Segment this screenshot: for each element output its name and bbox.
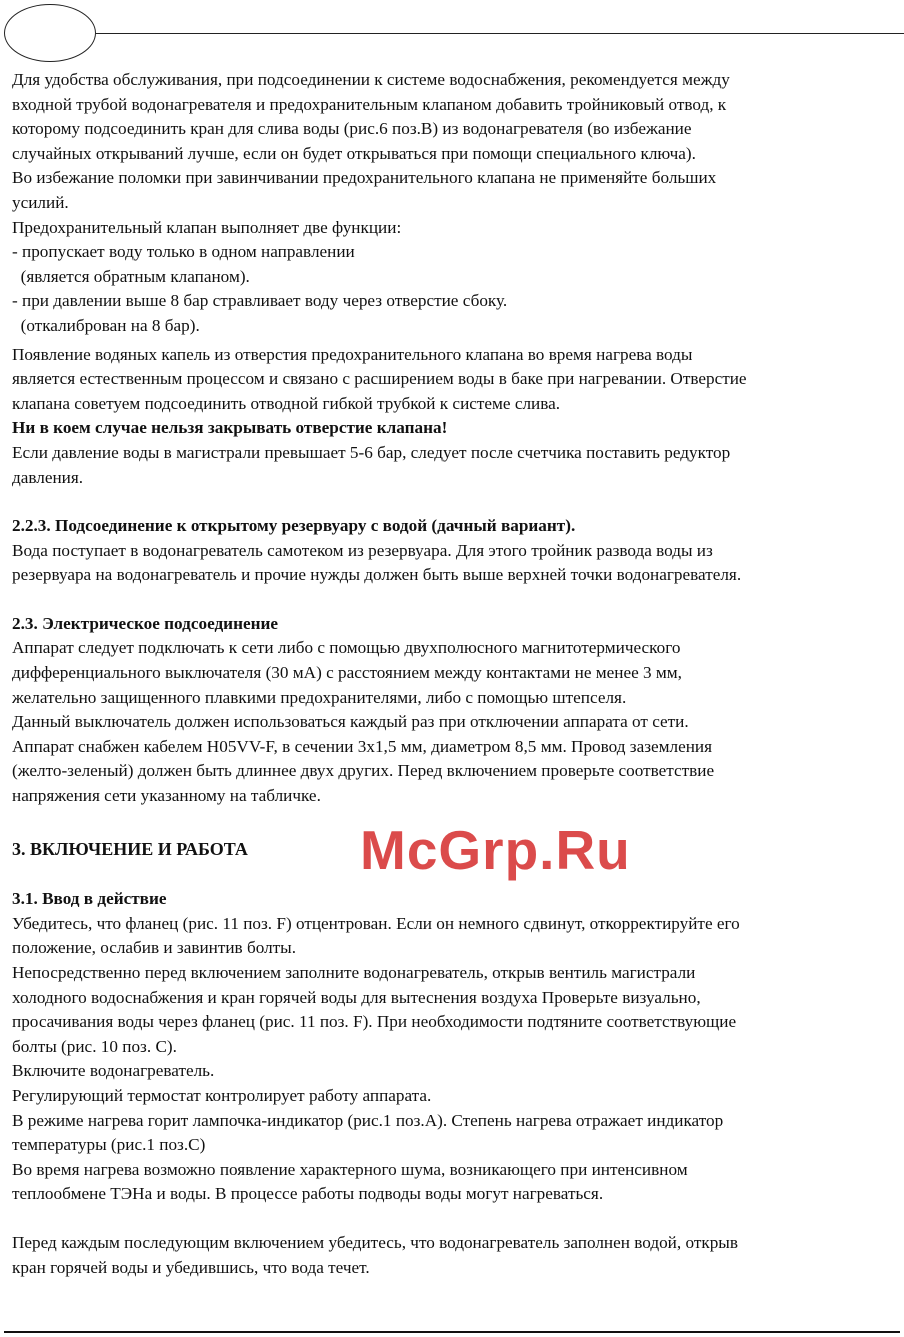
section-2-3 (12, 612, 896, 809)
text-line: Регулирующий термостат контролирует работу аппарата. (12, 1085, 432, 1105)
text-line: Если давление воды в магистрали превышает 5-6 бар, следует после счетчика поставить редуктор (12, 442, 731, 462)
watermark-logo: McGrp.Ru (360, 819, 631, 881)
text-line: напряжения сети указанному на табличке. (12, 786, 321, 806)
text-line: Для удобства обслуживания, при подсоединении к системе водоснабжения, рекомендуется между (12, 70, 730, 89)
list-item: (является обратным клапаном). (12, 266, 250, 286)
footer-rule (4, 1331, 900, 1333)
reducer-paragraph (12, 441, 896, 490)
section-3-1 (12, 887, 896, 1207)
section-2-2-3 (12, 514, 896, 588)
text-line: давления. (12, 467, 84, 487)
text-line: клапана советуем подсоединить отводной гибкой трубкой к системе слива. (12, 393, 561, 413)
text-line: Данный выключатель должен использоваться каждый раз при отключении аппарата от сети. (12, 712, 689, 732)
text-line: входной трубой водонагревателя и предохранительным клапаном добавить тройниковый отвод, к (12, 94, 727, 114)
drops-paragraph (12, 343, 896, 417)
text-line: Непосредственно перед включением заполните водонагреватель, открыв вентиль магистрали (12, 963, 696, 982)
text-line: положение, ослабив и завинтив болты. (12, 938, 297, 958)
text-line: болты (рис. 10 поз. С). (12, 1036, 177, 1056)
text-line: Включите водонагреватель. (12, 1061, 215, 1081)
text-line: В режиме нагрева горит лампочка-индикатор (рис.1 поз.А). Степень нагрева отражает индикатор (12, 1110, 724, 1130)
section-heading: 2.2.3. Подсоединение к открытому резервуару с водой (дачный вариант). (12, 516, 576, 536)
text-line: кран горячей воды и убедившись, что вода течет. (12, 1257, 370, 1277)
section-heading: 2.3. Электрическое подсоединение (12, 613, 279, 633)
text-line: Предохранительный клапан выполняет две функции: (12, 217, 402, 237)
text-line: теплообмене ТЭНа и воды. В процессе работы подводы воды могут нагреваться. (12, 1184, 604, 1204)
text-line: Во избежание поломки при завинчивании предохранительного клапана не применяйте больших (12, 168, 717, 188)
warning-text: Ни в коем случае нельзя закрывать отверстие клапана! (12, 418, 448, 438)
final-paragraph (12, 1231, 896, 1280)
text-line: Аппарат снабжен кабелем H05VV-F, в сечении 3х1,5 мм, диаметром 8,5 мм. Провод заземления (12, 736, 713, 756)
section-heading: 3.1. Ввод в действие (12, 889, 167, 909)
list-item: - при давлении выше 8 бар стравливает воду через отверстие сбоку. (12, 291, 508, 311)
text-line: желательно защищенного плавкими предохранителями, либо с помощью штепселя. (12, 687, 627, 707)
text-line: усилий. (12, 192, 69, 212)
text-line: Перед каждым последующим включением убедитесь, что водонагреватель заполнен водой, открыв (12, 1232, 738, 1252)
text-line: Убедитесь, что фланец (рис. 11 поз. F) отцентрован. Если он немного сдвинут, откорректируйте его (12, 913, 740, 933)
header-rule (96, 33, 904, 34)
text-line: Во время нагрева возможно появление характерного шума, возникающего при интенсивном (12, 1159, 688, 1179)
text-line: Появление водяных капель из отверстия предохранительного клапана во время нагрева воды (12, 344, 693, 364)
intro-paragraph (12, 68, 896, 339)
text-line: Аппарат следует подключать к сети либо с помощью двухполюсного магнитотермического (12, 638, 681, 658)
text-line: (желто-зеленый) должен быть длиннее двух других. Перед включением проверьте соответствие (12, 761, 715, 781)
list-item: - пропускает воду только в одном направлении (12, 242, 355, 262)
text-line: случайных открываний лучше, если он будет открываться при помощи специального ключа). (12, 143, 696, 163)
document-body (12, 68, 896, 1280)
text-line: Вода поступает в водонагреватель самотеком из резервуара. Для этого тройник развода воды из (12, 540, 713, 560)
text-line: просачивания воды через фланец (рис. 11 поз. F). При необходимости подтяните соответствующие (12, 1012, 737, 1032)
text-line: температуры (рис.1 поз.С) (12, 1135, 206, 1155)
text-line: которому подсоединить кран для слива воды (рис.6 поз.В) из водонагревателя (во избежание (12, 119, 692, 139)
text-line: дифференциального выключателя (30 мА) с расстоянием между контактами не менее 3 мм, (12, 663, 682, 683)
chapter-heading: 3. ВКЛЮЧЕНИЕ И РАБОТА (12, 838, 248, 859)
text-line: резервуара на водонагреватель и прочие нужды должен быть выше верхней точки водонагревателя. (12, 565, 742, 585)
text-line: холодного водоснабжения и кран горячей воды для вытеснения воздуха Проверьте визуально, (12, 987, 701, 1007)
text-line: является естественным процессом и связано с расширением воды в баке при нагревании. Отверстие (12, 369, 747, 389)
page-number-oval (4, 4, 96, 62)
list-item: (откалиброван на 8 бар). (12, 315, 200, 335)
